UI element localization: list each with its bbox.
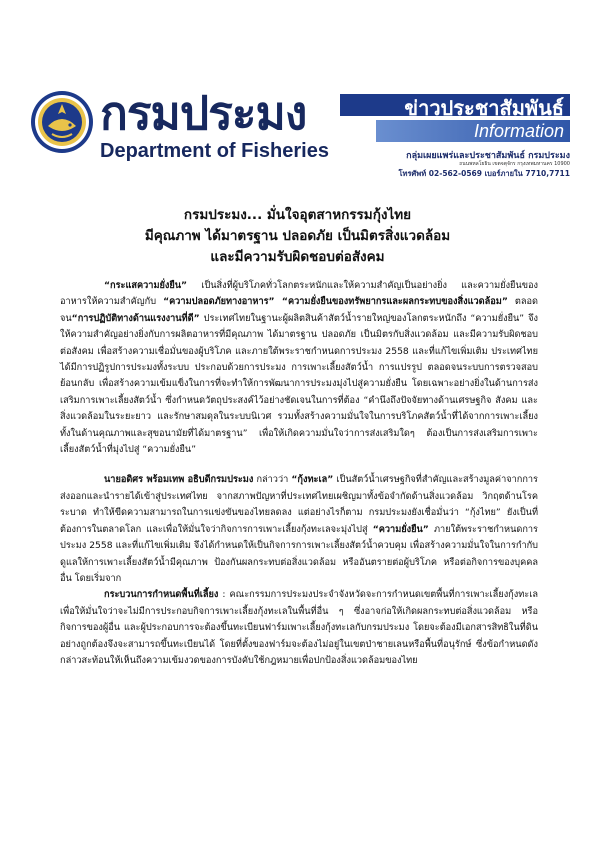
information-label: Information (473, 121, 564, 141)
headline-line-3: และมีความรับผิดชอบต่อสังคม (210, 249, 385, 265)
p1-bold-2: “การปฏิบัติทางด้านแรงงานที่ดี” (71, 312, 200, 324)
news-title: ข่าวประชาสัมพันธ์ (404, 96, 564, 120)
information-bar (376, 120, 570, 142)
headline (60, 205, 535, 268)
org-name-thai: กรมประมง (100, 86, 307, 140)
contact-group: กลุ่มเผยแพร่และประชาสัมพันธ์ กรมประมง (406, 151, 570, 161)
headline-line-2: มีคุณภาพ ได้มาตรฐาน ปลอดภัย เป็นมิตรสิ่งแวดล้อม (144, 228, 451, 244)
p2-bold-1: “กุ้งทะเล” (291, 474, 334, 486)
contact-address: ถนนพหลโยธิน เขตจตุจักร กรุงเทพมหานคร 10900 (459, 161, 570, 167)
p2-text-d: ภายใต้พระราชกำหนดการประมง 2558 และที่แก้ไขเพิ่มเติม จึงได้กำหนดให้เป็นกิจการการเพาะเลี้ยงสัตว์น้ำควบคุม เพื่อสร้างความมั่นใจในการกำกับดูแลให้การเพาะเลี้ยงสัตว์น้ำมีคุณภาพ ป้องกันผลกระทบต่อสิ่งแวดล้อม หรืออันตรายต่อผู้บริโภค หรือต่อกิจการของบุคคลอื่น โดยเริ่มจาก (60, 523, 538, 584)
contact-phone: โทรศัพท์ 02-562-0569 เบอร์ภายใน 7710,7711 (398, 169, 570, 178)
department-logotype (100, 88, 340, 162)
org-name-english: Department of Fisheries (100, 140, 329, 162)
p1-lead: “กระแสความยั่งยืน” (104, 280, 188, 291)
paragraph-sustainability (60, 278, 538, 458)
p3-lead: กระบวนการกำหนดพื้นที่เลี้ยง (104, 589, 219, 601)
p1-text-c: ตลอดจน (60, 296, 538, 324)
p2-bold-2: “ความยั่งยืน” (372, 523, 429, 535)
department-of-fisheries-emblem-icon (30, 90, 94, 154)
paragraph-director-general (60, 472, 538, 587)
article-body (60, 278, 538, 669)
p1-bold-1: “ความปลอดภัยทางอาหาร” “ความยั่งยืนของทรัพยากรและผลกระทบของสิ่งแวดล้อม” (163, 296, 508, 308)
p2-text-c: เป็นสัตว์น้ำเศรษฐกิจที่สำคัญและสร้างมูลค่าจากการส่งออกและนำรายได้เข้าสู่ประเทศไทย จากสภาพปัญหาที่ประเทศไทยเผชิญมาทั้งข้อจำกัดด้านสิ่งแวดล้อม วิกฤตด้านโรคระบาด ทำให้ขีดความสามารถในการแข่งขันของไทยลดลง แต่อย่างไรก็ตาม กรมประมงยังเชื่อมั่นว่า “กุ้งไทย” ยังเป็นที่ต้องการในตลาดโลก และเพื่อให้มั่นใจว่ากิจการการเพาะเลี้ยงกุ้งทะเลจะมุ่งไปสู่ (60, 474, 538, 535)
headline-line-1: กรมประมง... มั่นใจอุตสาหกรรมกุ้งไทย (183, 207, 412, 223)
p1-text-d: ประเทศไทยในฐานะผู้ผลิตสินค้าสัตว์น้ำรายใหญ่ของโลกตระหนักถึง “ความยั่งยืน” จึงให้ความสำคัญอย่างยิ่งกับการผลิตอาหารที่มีคุณภาพ ได้มาตรฐาน ปลอดภัย เป็นมิตรกับสิ่งแวดล้อม และมีความรับผิดชอบต่อสังคม เพื่อสร้างความเชื่อมั่นของผู้บริโภค และภายใต้พระราชกำหนดการประมง 2558 และที่แก้ไขเพิ่มเติม ประเทศไทยได้มีการปฏิรูปการประมงทั้งระบบ ประกอบด้วยการประมง การเพาะเลี้ยงสัตว์น้ำ การแปรรูป ตลอดจนระบบการตรวจสอบย้อนกลับ เพื่อสร้างความเข้มแข็งในการที่จะทำให้การพัฒนาการประมงมุ่งไปสู่ความยั่งยืน โดยเฉพาะอย่างยิ่งในด้านการส่งเสริมการเพาะเลี้ยงสัตว์น้ำ ซึ่งกำหนดวัตถุประสงค์ไว้อย่างชัดเจนในการที่ต้อง “คำนึงถึงปัจจัยทางด้านเศรษฐกิจ สังคม และสิ่งแวดล้อมในระยะยาว และรักษาสมดุลในระบบนิเวศ รวมทั้งสร้างความมั่นใจในการบริโภคสัตว์น้ำที่ได้จากการเพาะเลี้ยง ทั้งในด้านคุณภาพและสุขอนามัยที่ได้มาตรฐาน” เพื่อให้เกิดความมั่นใจว่าการส่งเสริมใดๆ ต้องเป็นการส่งเสริมการเพาะเลี้ยงสัตว์น้ำที่มุ่งไปสู่ “ความยั่งยืน” (60, 312, 538, 456)
p2-text-a: กล่าวว่า (253, 474, 292, 486)
press-release-banner (340, 94, 570, 184)
news-title-bar (340, 94, 570, 120)
paragraph-area-designation (60, 587, 538, 669)
p1-text-a: เป็นสิ่งที่ผู้บริโภคทั่วโลกตระหนักและให้ความสำคัญเป็นอย่างยิ่ง และความยั่งยืนของอาหารให้ความสำคัญกับ (60, 280, 538, 308)
letterhead (0, 0, 595, 190)
p3-text-a: : คณะกรรมการประมงประจำจังหวัดจะการกำหนดเขตพื้นที่การเพาะเลี้ยงกุ้งทะเล เพื่อให้มั่นใจว่าจะไม่มีการประกอบกิจการเพาะเลี้ยงกุ้งทะเลในพื้นที่อื่น ๆ ซึ่งอาจก่อให้เกิดผลกระทบต่อสิ่งแวดล้อม หรือกิจการของผู้อื่น และผู้ประกอบการจะต้องขึ้นทะเบียนฟาร์มเพาะเลี้ยงกุ้งทะเลกับกรมประมง โดยจะต้องมีเอกสารสิทธิในที่ดินอย่างถูกต้องจึงจะสามารถขึ้นทะเบียนได้ โดยที่ตั้งของฟาร์มจะต้องไม่อยู่ในเขตป่าชายเลนหรือพื้นที่อนุรักษ์ ซึ่งข้อกำหนดดังกล่าวสะท้อนให้เห็นถึงความเข้มงวดของการบังคับใช้กฎหมายเพื่อปกป้องสิ่งแวดล้อมของไทย (60, 589, 538, 666)
p2-lead: นายอดิศร พร้อมเทพ อธิบดีกรมประมง (104, 474, 254, 486)
